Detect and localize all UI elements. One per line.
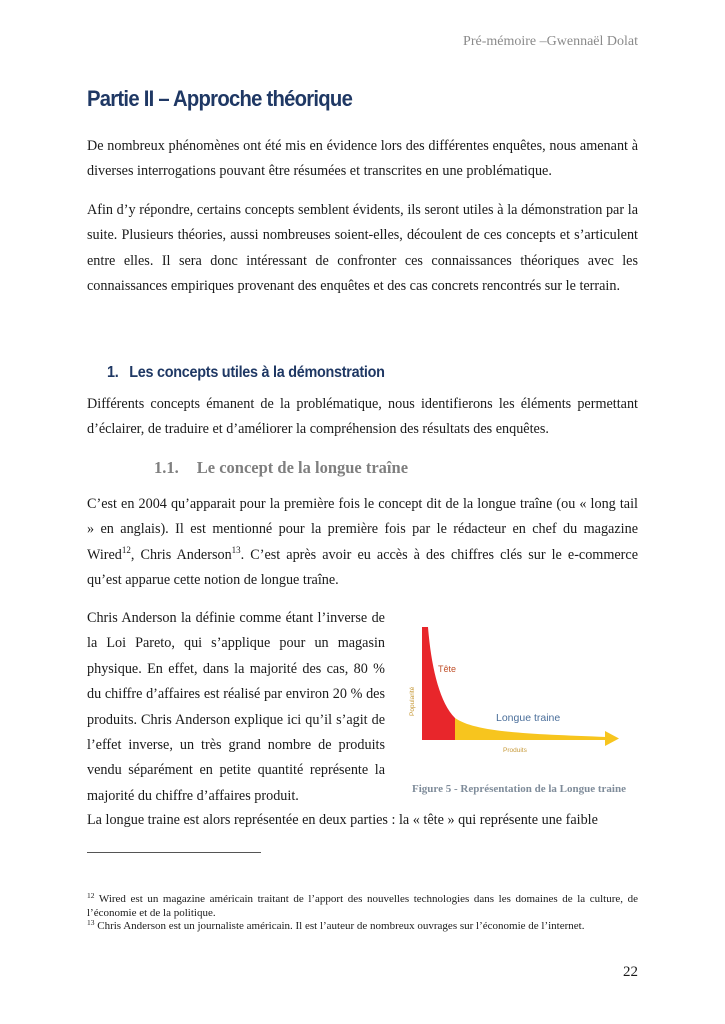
head-label: Tête bbox=[438, 664, 457, 674]
section-heading-1 bbox=[107, 364, 385, 382]
paragraph-text: . C’est après avoir eu accès à des chiffres clés sur le e-commerce qu’est apparue cette notion de longue traîne. bbox=[87, 546, 638, 589]
page-number: 22 bbox=[623, 964, 638, 980]
footnotes bbox=[87, 893, 638, 934]
subsection-heading-1-1 bbox=[154, 458, 408, 478]
tail-label: Longue traine bbox=[496, 712, 561, 724]
long-tail-paragraph-3: La longue traine est alors représentée en deux parties : la « tête » qui représente une faible bbox=[87, 812, 598, 828]
subsection-number: 1.1. bbox=[154, 458, 179, 477]
long-tail-illustration bbox=[405, 620, 625, 760]
footnote-12 bbox=[87, 893, 638, 920]
page-header: Pré-mémoire –Gwennaël Dolat bbox=[463, 34, 638, 49]
intro-paragraph-2: Afin d’y répondre, certains concepts semblent évidents, ils seront utiles à la démonstration par la suite. Plusieurs théories, aussi nombreuses soient-elles, découlent de ces concepts et s’articulent entre elles. Il sera donc intéressant de confronter ces connaissances théoriques avec les connaissances empiriques provenant des enquêtes et des cas concrets rencontrés sur le terrain. bbox=[87, 202, 638, 295]
paragraph-text: , Chris Anderson bbox=[130, 546, 232, 563]
footnote-text: Chris Anderson est un journaliste américain. Il est l’auteur de nombreux ouvrages sur l’économie de l’internet. bbox=[94, 920, 585, 932]
section-1-paragraph: Différents concepts émanent de la problématique, nous identifierons les éléments permettant d’éclairer, de traduire et d’améliorer la compréhension des résultats des enquêtes. bbox=[87, 396, 638, 438]
footnote-ref-12[interactable]: 12 bbox=[121, 544, 131, 555]
x-axis-label: Produits bbox=[503, 747, 527, 754]
section-number: 1. bbox=[107, 364, 119, 381]
long-tail-paragraph-1 bbox=[87, 492, 638, 594]
y-axis-label: Popularité bbox=[409, 686, 416, 716]
intro-paragraph-1: De nombreux phénomènes ont été mis en évidence lors des différentes enquêtes, nous amenant à diverses interrogations pouvant être résumées et transcrites en une problématique. bbox=[87, 138, 638, 180]
tail-arrow-head bbox=[605, 731, 619, 746]
long-tail-figure bbox=[405, 620, 625, 760]
footnote-text: Wired est un magazine américain traitant de l’apport des nouvelles technologies dans les domaines de la culture, de l’économie et de la politique. bbox=[87, 893, 638, 919]
subsection-title: Le concept de la longue traîne bbox=[196, 458, 409, 477]
chapter-heading: Partie II – Approche théorique bbox=[87, 86, 353, 111]
footnote-ref-13[interactable]: 13 bbox=[231, 544, 241, 555]
footnote-separator bbox=[87, 852, 261, 853]
footnote-number: 13 bbox=[87, 918, 95, 927]
footnote-13 bbox=[87, 920, 638, 934]
figure-caption: Figure 5 - Représentation de la Longue traine bbox=[412, 783, 626, 795]
paragraph-text: C’est en 2004 qu’apparait pour la première fois le concept dit de la longue traîne (ou « long tail » en anglais). Il est mentionné pour la première fois par le rédacteur en chef du magazine Wired bbox=[87, 496, 638, 563]
pareto-paragraph: Chris Anderson la définie comme étant l’inverse de la Loi Pareto, qui s’applique pour un magasin physique. En effet, dans la majorité des cas, 80 % du chiffre d’affaires est réalisé par environ 20 % des produits. Chris Anderson explique ici qu’il s’agit de l’effet inverse, un très grand nombre de produits vendu séparément en petite quantité représente la majorité du chiffre d’affaires produit. bbox=[87, 610, 385, 804]
head-area bbox=[422, 627, 455, 740]
footnote-number: 12 bbox=[87, 891, 95, 900]
section-title: Les concepts utiles à la démonstration bbox=[129, 364, 385, 381]
